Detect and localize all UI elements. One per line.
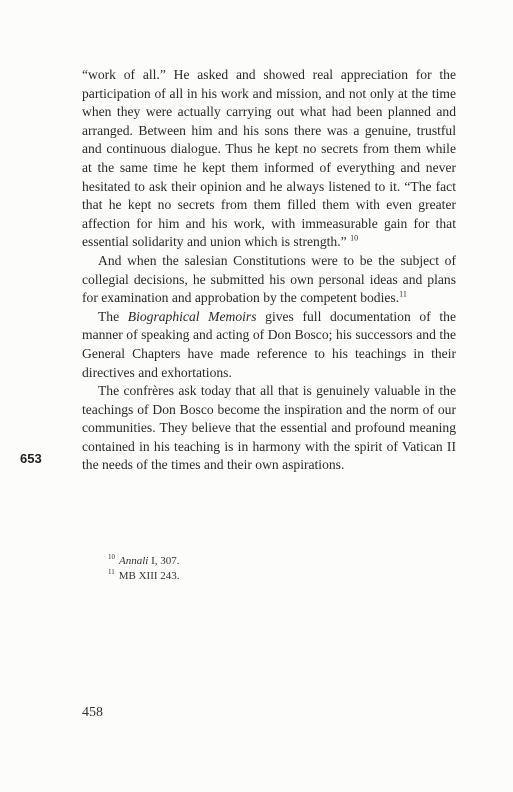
footnote-10 — [108, 554, 408, 569]
marginal-number: 653 — [20, 451, 42, 466]
footnote-11 — [108, 569, 408, 584]
book-title: Biographical Memoirs — [127, 308, 257, 324]
footnote-title: Annali — [119, 555, 149, 567]
page-number: 458 — [82, 705, 103, 720]
paragraph-4 — [82, 382, 456, 475]
footnote-ref-11: 11 — [399, 289, 407, 299]
footnote-text: MB XIII 243. — [118, 570, 180, 582]
footnote-text: I, 307. — [151, 555, 180, 567]
footnote-number: 10 — [108, 553, 115, 562]
paragraph-3-prefix: The — [98, 308, 120, 324]
paragraph-3 — [82, 308, 456, 382]
paragraph-2-text: And when the salesian Constitutions were to be the subject of collegial decisions, he submitted his own personal ideas and plans for examination and approbation by the competent bodies. — [82, 252, 456, 306]
paragraph-1-text: “work of all.” He asked and showed real appreciation for the participation of all in his work and mission, and not only at the time when they were actually carrying out what had been planned and arranged. Between him and his sons there was a genuine, trustful and continuous dialogue. Thus he kept no secrets from them while at the same time he kept them informed of everything and never hesitated to ask their opinion and he always listened to it. “The fact that he kept no secrets from them filled them with even greater affection for him and his work, with immeasurable gain for that essential solidarity and union which is strength.” — [82, 67, 456, 250]
footnotes — [108, 554, 408, 584]
paragraph-2 — [82, 252, 456, 308]
paragraph-4-text: The confrères ask today that all that is genuinely valuable in the teachings of Don Bosco become the inspiration and the norm of our communities. They believe that the essential and profound meaning contained in his teaching is in harmony with the spirit of Vatican II the needs of the times and their own aspirations. — [82, 383, 456, 473]
paragraph-3-text: gives full documentation of the manner of speaking and acting of Don Bosco; his successors and the General Chapters have made reference to his teachings in their directives and exhortations. — [82, 308, 456, 380]
main-text — [82, 66, 456, 475]
paragraph-1 — [82, 66, 456, 252]
footnote-ref-10: 10 — [350, 233, 359, 243]
footnote-number: 11 — [108, 568, 115, 577]
